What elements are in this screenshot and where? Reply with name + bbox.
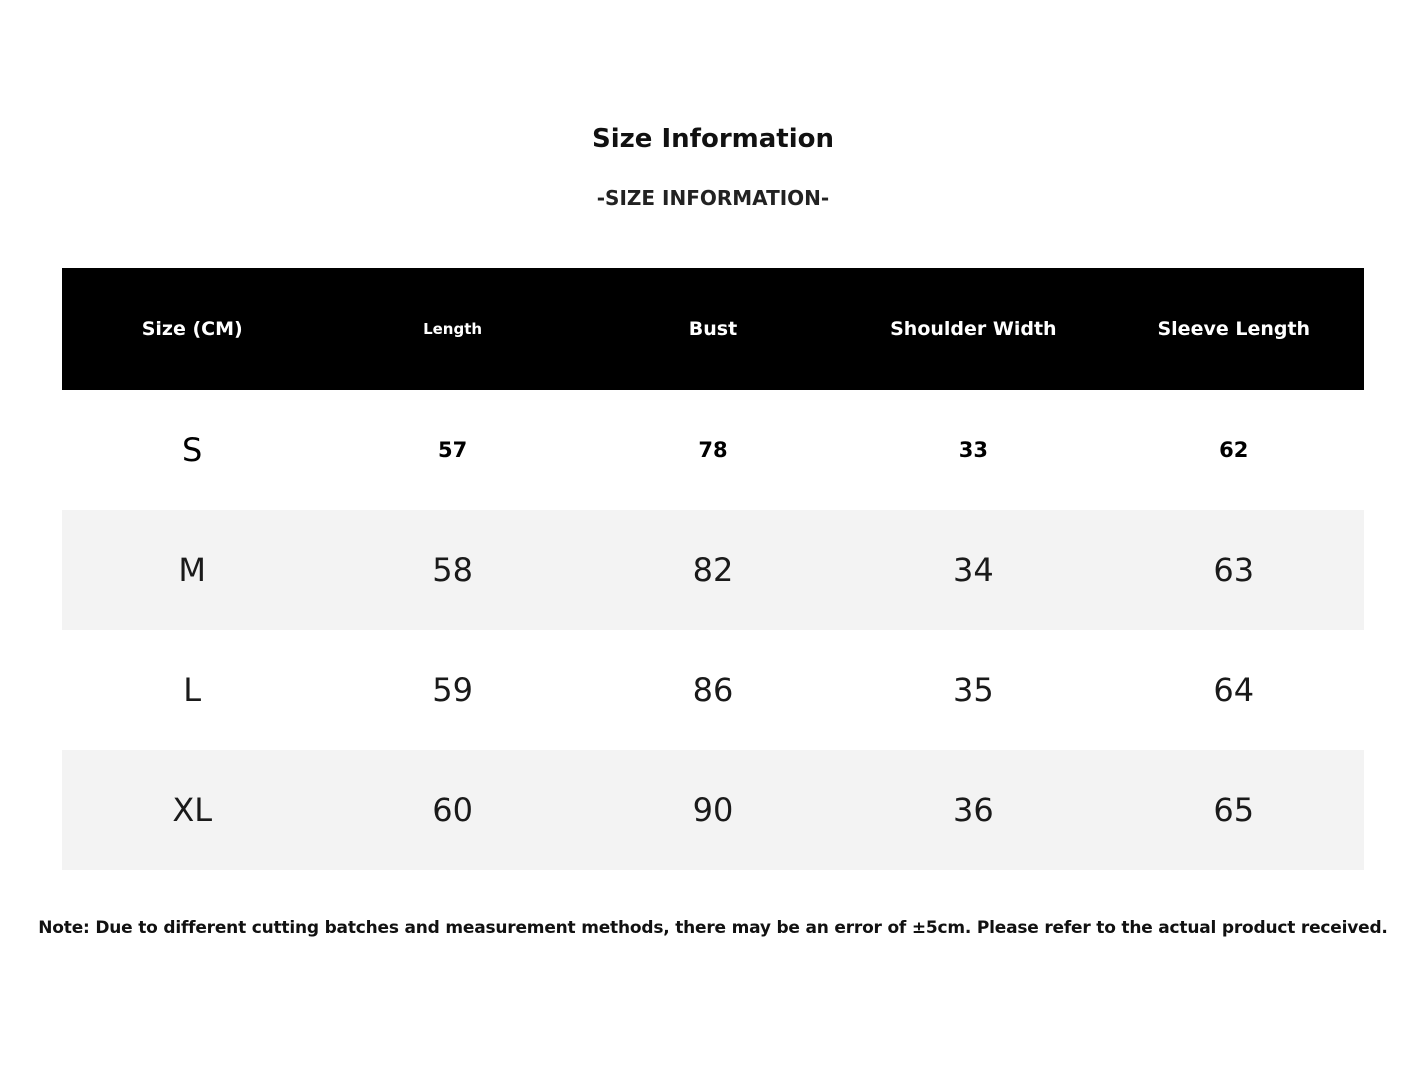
header-size: Size (CM) <box>141 318 243 340</box>
header-bust: Bust <box>688 318 738 340</box>
cell-size: L <box>183 671 202 709</box>
table-row <box>62 630 1364 750</box>
page-title: Size Information <box>592 124 834 154</box>
cell-shoulder-width: 34 <box>953 551 994 589</box>
cell-shoulder-width: 36 <box>953 791 994 829</box>
cell-bust: 86 <box>692 671 734 709</box>
header-shoulder-width: Shoulder Width <box>890 318 1057 340</box>
cell-sleeve-length: 64 <box>1213 671 1255 709</box>
header-row <box>62 268 1364 390</box>
cell-length: 59 <box>432 671 473 709</box>
cell-length: 57 <box>437 438 468 462</box>
size-table <box>62 268 1364 870</box>
cell-bust: 78 <box>698 438 728 462</box>
measurement-note: Note: Due to different cutting batches and measurement methods, there may be an error of ±5cm. Please refer to the actual product received. <box>38 918 1388 938</box>
cell-size: XL <box>172 791 213 829</box>
table-row <box>62 510 1364 630</box>
cell-sleeve-length: 63 <box>1213 551 1255 589</box>
header-sleeve-length: Sleeve Length <box>1157 318 1311 340</box>
cell-bust: 82 <box>692 551 734 589</box>
table-header <box>62 268 1364 390</box>
cell-bust: 90 <box>692 791 734 829</box>
table-row <box>62 750 1364 870</box>
table-row <box>62 390 1364 510</box>
page-subtitle: -SIZE INFORMATION- <box>596 186 830 210</box>
cell-length: 60 <box>432 791 473 829</box>
cell-size: S <box>182 431 203 469</box>
cell-sleeve-length: 65 <box>1213 791 1255 829</box>
table-body <box>62 390 1364 870</box>
cell-length: 58 <box>432 551 473 589</box>
cell-shoulder-width: 33 <box>958 438 988 462</box>
cell-size: M <box>178 551 206 589</box>
header-length: Length <box>423 320 483 338</box>
cell-shoulder-width: 35 <box>953 671 994 709</box>
cell-sleeve-length: 62 <box>1219 438 1249 462</box>
